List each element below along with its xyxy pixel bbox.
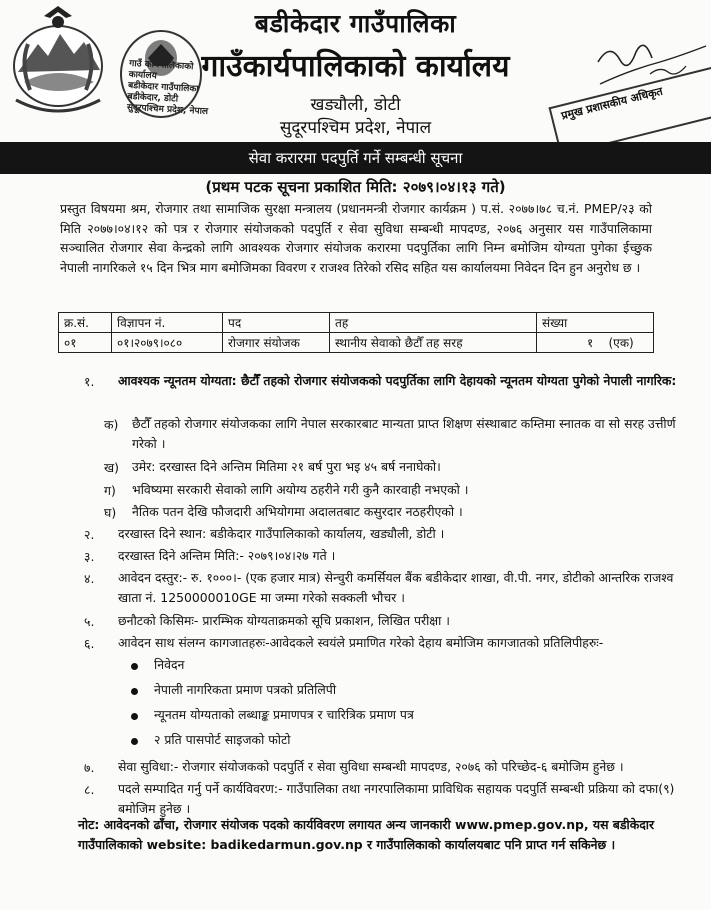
application-place: दरखास्त दिने स्थान: बडीकेदार गाउँपालिकाको कार्यालय, खड्यौली, डोटी । <box>118 526 445 541</box>
table-header-cell: पद <box>223 313 330 333</box>
bullet-icon <box>131 738 138 745</box>
table-cell: रोजगार संयोजक <box>223 333 330 353</box>
intro-paragraph: प्रस्तुत विषयमा श्रम, रोजगार तथा सामाजिक सुरक्षा मन्त्रालय (प्रधानमन्त्री रोजगार कार्यक्रम ) प.सं. २०७७।७८ च.नं. PMEP/२३ को मिति २०७७।०४।१२ को पत्र र रोजगार संयोजकको पदपुर्ति र सेवा सुविधा सम्बन्धी मापदण्ड, २०७६ अनुसार यस गाउँपालिकामा सञ्चालित रोजगार सेवा केन्द्रको लागि आवश्यक रोजगार संयोजक करारमा पदपुर्तिका लागि निम्न बमोजिम योग्यता पुगेका ईच्छुक नेपाली नागरिकले १५ दिन भित्र माग बमोजिमका विवरण र राजश्व तिरेको रसिद सहित यस कार्यालयमा निवेदन दिन हुन अनुरोध छ । <box>60 201 652 275</box>
office-location: खड्यौली, डोटी <box>310 95 401 115</box>
document-item: न्यूनतम योग्यताको लब्धाङ्क प्रमाणपत्र र चारित्रिक प्रमाण पत्र <box>154 707 414 722</box>
table-header-cell: विज्ञापन नं. <box>112 313 223 333</box>
requirement-education: छैटौँ तहको रोजगार संयोजकका लागि नेपाल सरकारबाट मान्यता प्राप्त शिक्षण संस्थाबाट कम्तिमा स्नातक वा सो सरह उत्तीर्ण गरेको । <box>132 416 676 451</box>
municipality-name: बडीकेदार गाउँपालिका <box>254 9 457 38</box>
item-number: १. <box>84 374 95 389</box>
vacancy-table <box>58 312 654 353</box>
table-cell: स्थानीय सेवाको छैटौँ तह सरह <box>330 333 537 353</box>
table-cell: १ (एक) <box>537 333 654 353</box>
requirement-no-disqualification: भविष्यमा सरकारी सेवाको लागि अयोग्य ठहरीने गरी कुनै कारवाही नभएको । <box>132 482 469 497</box>
office-name: गाउँकार्यपालिकाको कार्यालय <box>201 49 510 84</box>
sub-item-number: घ) <box>104 505 117 520</box>
seal-line: सुदूरपश्चिम प्रदेश, नेपाल <box>126 102 209 118</box>
sub-item-number: ग) <box>104 483 116 498</box>
item-number: ७. <box>84 760 95 775</box>
bullet-icon <box>131 688 138 695</box>
application-deadline: दरखास्त दिने अन्तिम मिति:- २०७९।०४।२७ गते । <box>118 548 336 563</box>
seal-line: कार्यालय <box>128 69 158 82</box>
service-benefits: सेवा सुविधा:- रोजगार संयोजकको पदपुर्ति र सेवा सुविधा सम्बन्धी मापदण्ड, २०७६ को परिच्छेद-६ बमोजिम हुनेछ । <box>118 759 624 774</box>
office-province: सुदूरपश्चिम प्रदेश, नेपाल <box>279 118 432 138</box>
notice-title-banner: सेवा करारमा पदपुर्ति गर्ने सम्बन्धी सूचना <box>0 142 711 174</box>
table-header-cell: क्र.सं. <box>59 313 112 333</box>
item-number: ३. <box>84 549 95 564</box>
seal-line: बडीकेदार, डोटी <box>127 91 179 105</box>
document-item: निवेदन <box>154 657 185 672</box>
document-item: २ प्रति पासपोर्ट साइजको फोटो <box>154 732 291 747</box>
job-description: पदले सम्पादित गर्नु पर्ने कार्यविवरण:- गाउँपालिका तथा नगरपालिकामा प्राविधिक सहायक पदपुर्ति सम्बन्धी प्रक्रिया को दफा(९) बमोजिम हुनेछ । <box>118 781 675 816</box>
table-row <box>59 333 654 353</box>
publication-date-line: (प्रथम पटक सूचना प्रकाशित मिति: २०७९।०४।१३ गते) <box>205 178 506 196</box>
item-number: २. <box>84 527 95 542</box>
item-number: ६. <box>84 636 95 651</box>
table-header-cell: तह <box>330 313 537 333</box>
sub-item-number: क) <box>104 417 119 432</box>
requirement-heading: आवश्यक न्यूनतम योग्यता: छैटौँ तहको रोजगार संयोजकको पदपुर्तिका लागि देहायको न्यूनतम योग्यता पुगेको नेपाली नागरिक: <box>118 373 677 388</box>
table-cell: ०१।२०७९।०८० <box>112 333 223 353</box>
bullet-icon <box>131 713 138 720</box>
item-number: ८. <box>84 782 95 797</box>
table-header-row <box>59 313 654 333</box>
item-number: ५. <box>84 614 95 629</box>
requirement-no-conviction: नैतिक पतन देखि फौजदारी अभियोगमा अदालतबाट कसुरदार नठहरीएको । <box>132 504 463 519</box>
item-number: ४. <box>84 571 95 586</box>
requirement-age: उमेर: दरखास्त दिने अन्तिम मितिमा २१ बर्ष पुरा भइ ४५ बर्ष ननाघेको। <box>132 459 441 474</box>
seal-line: गाउँ कार्यपालिकाको <box>128 58 194 73</box>
required-documents-heading: आवेदन साथ संलग्न कागजातहरुः-आवेदकले स्वयंले प्रमाणित गरेको देहाय बमोजिम कागजातको प्रतिलिपीहरुः- <box>118 635 604 650</box>
table-cell: ०१ <box>59 333 112 353</box>
document-item: नेपाली नागरिकता प्रमाण पत्रको प्रतिलिपी <box>154 682 337 697</box>
table-header-cell: संख्या <box>537 313 654 333</box>
application-fee: आवेदन दस्तुर:- रु. १०००।- (एक हजार मात्र) सेन्चुरी कमर्सियल बैंक बडीकेदार शाखा, वी.पी. नगर, डोटीको आन्तरिक राजश्व खाता नं. 1250000010GE मा जम्मा गरेको सक्कली भौचर । <box>118 570 674 605</box>
bullet-icon <box>131 663 138 670</box>
footer-note: नोट: आवेदनको ढाँचा, रोजगार संयोजक पदको कार्यविवरण लगायत अन्य जानकारी www.pmep.gov.np, यस बडीकेदार गाउँपालिकाको website: badikedarmun.gov.np र गाउँपालिकाको कार्यालयबाट पनि प्राप्त गर्न सकिनेछ । <box>78 817 655 852</box>
sub-item-number: ख) <box>104 460 119 475</box>
seal-line: बडीकेदार गाउँपालिका <box>127 80 199 95</box>
selection-method: छनौटको किसिमः- प्रारम्भिक योग्यताक्रमको सूचि प्रकाशन, लिखित परीक्षा । <box>118 613 451 628</box>
official-stamp-text: प्रमुख प्रशासकीय अधिकृत <box>559 84 664 123</box>
